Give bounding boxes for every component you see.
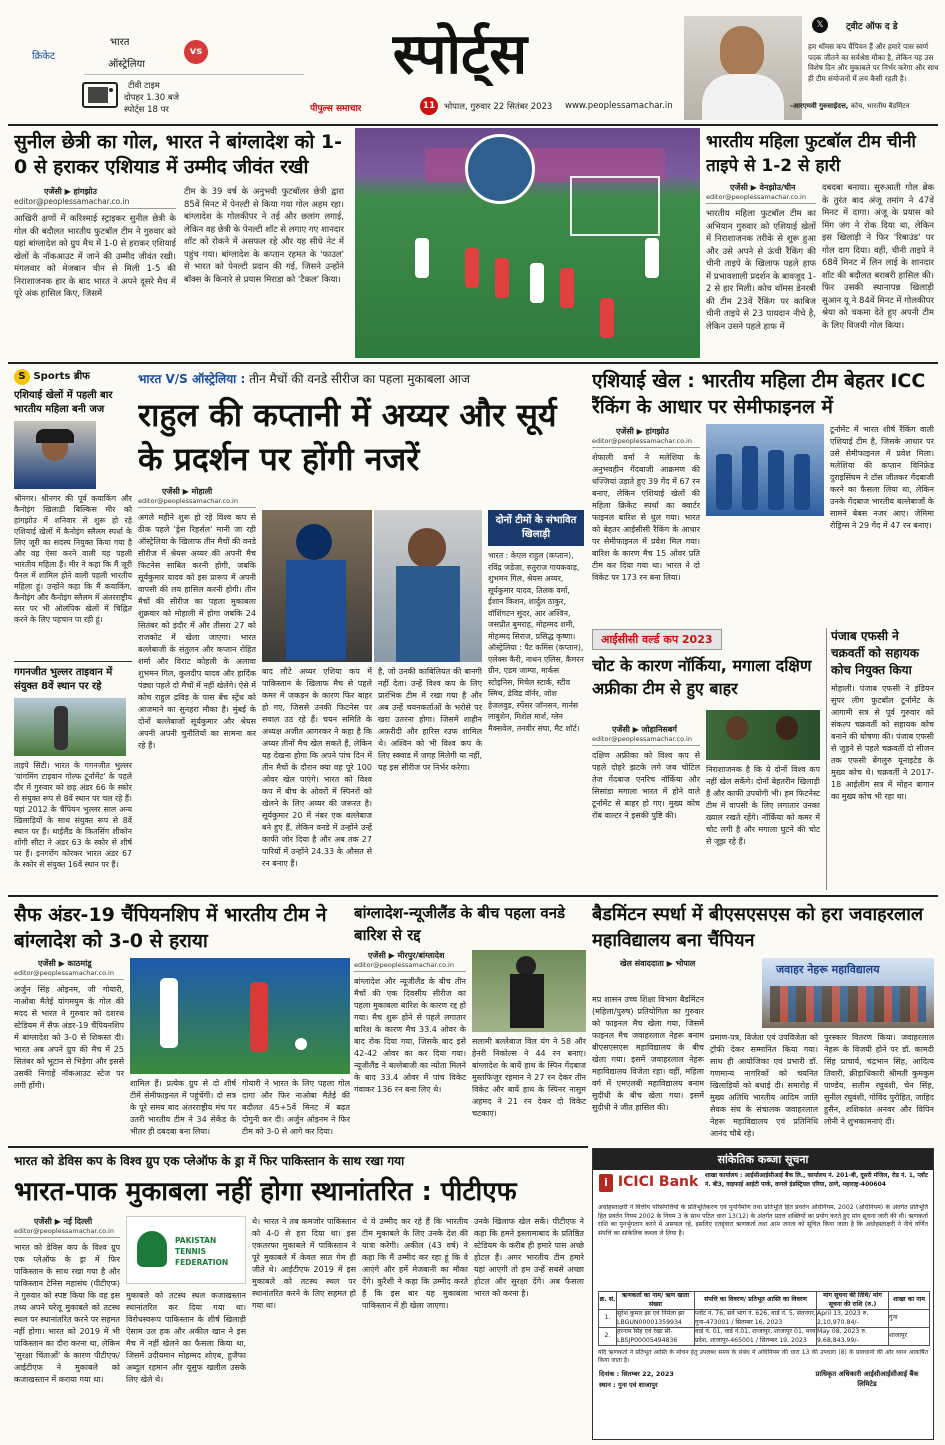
email: editor@peoplessamachar.co.in bbox=[354, 961, 466, 972]
byline: एजेंसी ▶ हांगझोउ bbox=[616, 427, 669, 436]
cricket-photo2 bbox=[374, 510, 482, 662]
tweet-author: -आरएमवी गुरुसाईदत्त, कोच, भारतीय बैडमिंटन bbox=[790, 102, 910, 110]
body-col2: सलामी बल्लेबाज विल यंग ने 58 और हेनरी निकोल्स ने 44 रन बनाए। बांग्लादेश के बायें हाथ के स्पिन गेंदबाज मुस्तफिजुर रहमान ने 27 रन देकर तीन विकेट और बायें हाथ के स्पिनर नासुम अहमद ने 21 रन देकर दो विकेट चटकाए। bbox=[472, 1037, 586, 1118]
body-col1: भारत को डेविस कप के विश्व ग्रुप एक प्लेऑफ के ड्रा में फिर पाकिस्तान के साथ रखा गया है और पाकिस्तान टेनिस महासंघ (पीटीएफ) ने गुरुवार को स्पष्ट किया कि वह इस तथ्य अपने घरेलू मुकाबले को तटस्थ स्थल पर स्थानांतरित करने पर सहमत नहीं होगा। भारत को 2019 में भी पाकिस्तान का दौरा करना था, लेकिन 'सुरक्षा चिंताओं' के कारण पीटीएफ/आईटीएफ ने मुकाबले को कजाखस्तान में कराया गया था। bbox=[14, 1243, 120, 1384]
story-women-football bbox=[706, 130, 934, 358]
email: editor@peoplessamachar.co.in bbox=[14, 969, 124, 980]
nz-photo bbox=[472, 950, 586, 1032]
email: editor@peoplessamachar.co.in bbox=[592, 437, 700, 448]
body-col3: थे। भारत ने तब कमजोर पाकिस्तान को 4-0 से हरा दिया था। इस एकतरफा मुकाबले में पाकिस्तान ने पूरे मुकाबले में केवल सात गेम ही जीते थे। आईटीएफ 2019 में इस मुकाबले को तटस्थ स्थल पर स्थानांतरित करने के लिए सहमत हो गया था। bbox=[252, 1217, 356, 1310]
tv-icon bbox=[82, 82, 118, 108]
body-col2: प्रमाण-पत्र, विजेता एवं उपविजेता को ट्रॉफी देकर सम्मानित किया गया। साथ ही आयोजिका एवं प्रभारी डॉ. गणमान्य नागरिकों को चयनित खिलाड़ियों को बधाई दी। समारोह में मुख्य अतिथि भारतीय आदिम जाति सेवक संघ के संचालक जवाहरलाल नेहरू महाविद्यालय एवं प्रतिनिधि आनंद चौबे रहे। bbox=[710, 1033, 818, 1138]
body-col2: निराशाजनक है कि ये दोनों विश्व कप नहीं खेल सकेंगे। दोनों बेहतरीन खिलाड़ी हैं और काफी उपयोगी भी। हम फिटनेस्ट टीम में वापसी के लिए लगातार उनका ख्याल रखते रहेंगे। नॉर्किया को कमर में चोट लगी है और मगाला घुटने की चोट से जूझ रहे हैं। bbox=[706, 765, 820, 846]
schedule-divider bbox=[84, 74, 304, 75]
th-demand: मांग सूचना की तिथि/ मांग सूचना की राशि (रु.) bbox=[817, 1292, 889, 1310]
players-list: भारत : केएल राहुल (कप्तान), रविंद्र जडेजा, रुतुराज गायकवाड़, शुभमन गिल, श्रेयस अय्यर, सूर्यकुमार यादव, तिलक वर्मा, ईशान किशन, शार्दुल ठाकुर, वॉशिंगटन सुंदर, आर अश्विन, जसप्रीत बुमराह, मोहम्मद शमी, मोहम्मद सिराज, प्रसिद्ध कृष्णा। ऑस्ट्रेलिया : पैट कमिंस (कप्तान), एलेक्स कैरी, नाथन एलिस, कैमरन ग्रीन, एडम जाम्पा, मार्कस स्टोइनिस, मिचेल स्टार्क, स्टीव स्मिथ, डेविड वॉर्नर, जोश हेजलवुड, स्पेंसर जॉनसन, मार्नस लाबुशेन, मिशेल मार्श, ग्लेन मैक्सवेल, तनवीर संघा, मैट शॉर्ट। bbox=[488, 551, 584, 733]
notice-date: दिनांक : सितम्बर 22, 2023 bbox=[599, 1370, 674, 1378]
notice-footer: यदि ऋणकर्ता ने प्रतिभूत आस्ति के मोचन हेतु उपलब्ध समय के संबंध में अधिनियम की धारा 13 की उपधारा (8) के प्रावधानों की ओर ध्यान आकर्षित किया जाता है। bbox=[598, 1349, 928, 1365]
players-box bbox=[488, 510, 584, 882]
team2: ऑस्ट्रेलिया bbox=[108, 59, 145, 70]
ptf-logo bbox=[126, 1216, 246, 1284]
th-branch: शाखा का नाम bbox=[889, 1292, 930, 1310]
body-col2: टूर्नामेंट में भारत शीर्ष रैंकिंग वाली एशियाई टीम है, जिसके आधार पर उसे सेमीफाइनल में प्रवेश मिला। मलेशिया की कप्तान विनिफ्रेड दुराइसिंघम ने टॉस जीतकर गेंदबाजी करने का फैसला लिया था, लेकिन उनके गेंदबाज भारतीय बल्लेबाजों के सामने बेबस नजर आए। जेमिमा रोड्रिग्स ने 29 गेंद में 47 रन बनाए। bbox=[830, 425, 934, 530]
body-col5: उनके खिलाफ खेल सकें। पीटीएफ ने कहा कि हमने इस्लामाबाद के प्रतिष्ठित स्टेडियम के करीब ही हमारे पास अच्छे होटल हैं। अगर भारतीय टीम हमारे यहां आएगी तो हम उन्हें सबसे अच्छा होटल और सुरक्षा देंगे। अब फैसला भारत को करना है। bbox=[474, 1217, 584, 1298]
headline: सुनील छेत्री का गोल, भारत ने बांग्लादेश को 1-0 से हराकर एशियाड में उम्मीद जीवंत रखी bbox=[14, 131, 343, 178]
notice-body: अधोहस्ताक्षरी ने वित्तीय परिसंपत्तियों के प्रतिभूतिकरण एवं पुनर्निर्माण तथा प्रतिभूति हित प्रवर्तन अधिनियम, 2002 (अधिनियम) के अंतर्गत प्रतिभूति हित प्रवर्तन नियम 2002 के नियम 3 के साथ पठित धारा 13(12) के अंतर्गत प्रदत्त शक्तियों का प्रयोग करते हुए मांग सूचना जारी की थी। ऋणकर्ता राशि का पुनर्भुगतान करने में असफल रहे, इसलिए एतद्द्वारा ऋणकर्ता तथा आम जनता को सूचित किया जाता है कि अधोहस्ताक्षरी ने नीचे वर्णित संपत्ति का सांकेतिक कब्जा ले लिया है। bbox=[598, 1204, 929, 1237]
body-col3: है, जो उनकी काबिलियत की बानगी नहीं देता। उन्हें विश्व कप के लिए प्रारंभिक टीम में रखा गया है और अब उन्हें चयनकर्ताओं के भरोसे पर खरा उतरना होगा। जिसमें शाहीन अफरीदी और हारिस रउफ शामिल थे। अश्विन को भी विश्व कप के लिए स्क्वाड में जगह मिलेगी या नहीं, यह इस सीरीज पर निर्भर करेगा। bbox=[378, 667, 482, 772]
football-photo bbox=[355, 128, 700, 358]
vs-badge: vs bbox=[184, 40, 208, 64]
story-chhetri bbox=[14, 130, 350, 358]
tv-time: दोपहर 1.30 बजे bbox=[124, 93, 180, 103]
notice-title: सांकेतिक कब्जा सूचना bbox=[593, 1149, 933, 1170]
th-property: संपत्ति का विवरण/ प्रतिभूत आस्ति का विवरण bbox=[695, 1292, 817, 1310]
byline: एजेंसी ▶ वेनझोउ/चीन bbox=[730, 183, 796, 192]
sports-brief bbox=[14, 368, 132, 888]
body-col1: भारतीय महिला फुटबॉल टीम का अभियान गुरुवार को एशियाई खेलों में निराशाजनक तरीके से शुरू हुआ और उसे अपने से ऊंची रैंकिंग की चीनी ताइपे के खिलाफ पहले हाफ में प्रभावशाली प्रदर्शन के बावजूद 1-2 से हार मिली। कोच थॉमस डेनरबी की टीम 23वें रैंकिंग पर काबिज चीनी ताइपे से 23 पायदान नीचे है, लेकिन उसने पहले हाफ में bbox=[706, 209, 816, 332]
headline: भारतीय महिला फुटबॉल टीम चीनी ताइपे से 1-2 से हारी bbox=[706, 132, 916, 176]
headline: सैफ अंडर-19 चैंपियनशिप में भारतीय टीम ने बांग्लादेश को 3-0 से हराया bbox=[14, 904, 327, 952]
story-badminton bbox=[592, 902, 934, 1142]
sa-photo bbox=[706, 710, 820, 760]
body-col2: बाद लौटे अय्यर एशिया कप में पाकिस्तान के खिलाफ मैच से पहले कमर में जकड़न के कारण फिर बाहर हो गए, जिससे उनकी फिटनेस पर सवाल उठ रहे हैं। चयन समिति के अध्यक्ष अजीत आगरकर ने कहा है कि अय्यर तीनों मैच खेल सकते हैं, लेकिन यह देखना होगा कि अपने पांच दिन में तीन मैचों के दौरान क्या वह पूरे 100 ओवर खेल पाएंगे। भारत को विश्व कप में बीच के ओवरों में स्पिनरों को खेलने के लिए अय्यर की जरूरत है। सूर्यकुमार 20 में नंबर एक बल्लेबाज बने हुए हैं, लेकिन वनडे में उन्होंने उन्हें काफी जोर दिया है और अब तक 27 पारियों में उन्होंने 24.33 के औसत से रन बनाए हैं। bbox=[262, 667, 372, 868]
body-col2: टीम के 39 वर्ष के अनुभवी फुटबॉलर छेत्री द्वारा 85वें मिनट में पेनल्टी से किया गया गोल अहम रहा। बांग्लादेश के गोलकीपर ने तई और छलांग लगाई, लेकिन वह छेत्री के पेनल्टी शॉट से लगाए गए शानदार शॉट को रोकने में असफल रहे और यह सीधे नेट में पहुंच गया। बांग्लादेश के कप्तान रहमत के 'फाउल' से भारत को पेनल्टी प्रदान की गई, जिसने उन्होंने बॉक्स के किनारे से प्रयास मिराडा को 'टैकल' किया। bbox=[184, 187, 344, 285]
byline: खेल संवाददाता ▶ भोपाल bbox=[620, 959, 696, 968]
page-number: 11 bbox=[420, 97, 438, 115]
notice-address: शाखा कार्यालय : आईसीआईसीआई बैंक लि., कार्यालय नं. 201-बी, दूसरी मंजिल, रोड नं. 1, प्लॉट नं. बी3, वाइफाई आईटी पार्क, वागले इंडस्ट्रियल एरिया, ठाणे, महाराष्ट्र-400604 bbox=[705, 1172, 928, 1188]
headline: पंजाब एफसी ने चक्रवर्ती को सहायक कोच नियुक्त किया bbox=[831, 629, 919, 677]
byline: एजेंसी ▶ काठमांडू bbox=[38, 959, 92, 968]
brief-text1: श्रीनगर। श्रीनगर की पूर्व कयाकिंग और कैनोइंग खिलाड़ी बिल्किस मीर को हांगझोउ में शनिवार से शुरू हो रहे एशियाई खेलों में कैनोइंग स्लैलम स्पर्धा के लिए जूरी का सदस्य नियुक्त किया गया है और वह ऐसा करने वाली यह पहली भारतीय महिला हैं। मीर ने कहा कि मैं जूरी पैनल में शामिल होने वाली पहली भारतीय महिला हूं। उन्होंने कहा कि मैं कयाकिंग, कैनोइंग और कैनोइंग स्लैलम में अंतरराष्ट्रीय स्तर पर भी ओलंपिक खेलों में चिह्नित करने के लिए पहचान पा रही हूं। bbox=[14, 494, 132, 624]
body-col1: मप्र शासन उच्च शिक्षा विभाग बैडमिंटन (महिला/पुरुष) प्रतियोगिता का गुरुवार को फाइनल मैच खेला गया, जिसमें फाइनल मैच जवाहरलाल नेहरू बनाम बीएसएसएस महाविद्यालय के बीच खेला गया। इसमें जवाहरलाल नेहरू महाविद्यालय विजेता रहा। वहीं, महिला वर्ग में एमएलबी महाविद्यालय बनाम सुदीधी के बीच खेला गया। इसमें सुदीधी ने जीत हासिल की। bbox=[592, 995, 704, 1112]
story-ind-aus bbox=[138, 370, 584, 890]
icici-i-icon: i bbox=[599, 1174, 613, 1192]
headline: बांग्लादेश-न्यूजीलैंड के बीच पहला वनडे बारिश से रद्द bbox=[354, 904, 566, 944]
tweet-header: ट्वीट ऑफ द डे bbox=[846, 22, 898, 32]
th-sno: क्र. सं. bbox=[599, 1292, 617, 1310]
th-borrower: ऋणकर्ता का नाम/ ऋण खाता संख्या bbox=[617, 1292, 695, 1310]
brief-photo1 bbox=[14, 421, 96, 489]
brief-text2: ताइपे सिटी। भारत के गगनजीत भुल्लर 'यांगमिंग टाइवान गोल्फ टूर्नामेंट' के पहले दौर में गुरुवार को छह अंडर 66 के स्कोर से संयुक्त रूप से 8वें स्थान पर चल रहे हैं। यहां 2012 के चैंपियन भुल्लर साल अन्य खिलाड़ियों के साथ संयुक्त रूप से 8वें स्थान पर हैं। थाईलैंड के कितसिंग शीकोन शोंगी सीटा ने अंडर 63 के स्कोर से शीर्ष पर हैं। इनगरोंग कोरकर भारत अंडर 67 के स्कोर से संयुक्त 16वें स्थान पर हैं। bbox=[14, 761, 132, 869]
kicker: भारत को डेविस कप के विश्व ग्रुप एक प्लेऑफ के ड्रा में फिर पाकिस्तान के साथ रखा गया bbox=[14, 1154, 405, 1168]
badminton-banner-photo bbox=[762, 958, 934, 1028]
notice-signatory: प्राधिकृत अधिकारी आईसीआईसीआई बैंक लिमिटेड bbox=[815, 1370, 919, 1388]
banner-text: जवाहर नेहरू महाविद्यालय bbox=[776, 963, 880, 976]
cricket-photo1 bbox=[262, 510, 372, 662]
email: editor@peoplessamachar.co.in bbox=[138, 497, 256, 508]
table-row: 2. हरनाम सिंह एवं रेखा सी- LBSJP00005494836 वार्ड नं. 01, वार्ड नं.01, शाजापुर, शाजापुर 01, मध्य प्रदेश, शाजापुर-465001 / सितम्बर 19, 2023 May 08, 2023 रु. 9,68,843.99/- शाजापुर bbox=[599, 1328, 930, 1346]
brief-headline2: गगनजीत भुल्लर ताइवान में संयुक्त 8वें स्थान पर रहे bbox=[14, 661, 132, 694]
legal-notice bbox=[592, 1148, 934, 1440]
saff-photo bbox=[130, 958, 350, 1074]
headline: बैडमिंटन स्पर्धा में बीएसएसएस को हरा जवाहरलाल महाविद्यालय बना चैंपियन bbox=[592, 904, 924, 951]
women-cricket-photo bbox=[706, 424, 824, 516]
body-col1: अगले महीने शुरू हो रहे विश्व कप से ठीक पहले 'ड्रेस रिहर्सल' मानी जा रही ऑस्ट्रेलिया के खिलाफ तीन मैचों की वनडे सीरीज में श्रेयस अय्यर की अपनी मैच फिटनेस साबित करनी होगी, जबकि सूर्यकुमार यादव को इस प्रारूप में अपनी वापसी की लय हासिल करनी होगी। तीन मैचों की सीरीज का पहला मुकाबला शुक्रवार को मोहाली में होगा जबकि 24 सितंबर को इंदौर में और तीसरा 27 को राजकोट में खेला जाएगा। भारत बल्लेबाजी के संतुलन और कप्तान रोहित शर्मा और विराट कोहली के अलावा शुभमन गिल, कुलदीप यादव और हार्दिक पंड्या पहले दो मैचों में नहीं खेलेंगे। ऐसे में कोच राहुल द्रविड़ के पास बेंच स्ट्रेंथ को आजमाने का सुनहरा मौका है। मुंबई के दोनों बल्लेबाजों सूर्यकुमार और श्रेयस अपनी अपनी चुनौतियों का सामना कर रहे हैं। bbox=[138, 513, 256, 750]
story-women-cricket bbox=[592, 368, 934, 618]
headline: चोट के कारण नॉर्किया, मगाला दक्षिण अफ्रीका टीम से हुए बाहर bbox=[592, 656, 812, 698]
byline: एजेंसी ▶ मीरपुर/बांग्लादेश bbox=[368, 951, 445, 960]
body-col2: मुकाबले को तटस्थ स्थल कजाखस्तान स्थानांतरित कर दिया गया था। विरोधस्वरूप पाकिस्तान के शीर्ष खिलाड़ी ऐसाम उल हक और अकील खान ने इस मैच में नहीं खेलने का फैसला किया था, जिसमें उदीयमान मोहम्मद शोएब, हुजैफा अब्दुल रहमान और यूसुफ खलील उसके लिए खेले थे। bbox=[126, 1291, 246, 1384]
cricket-label: क्रिकेट bbox=[32, 51, 55, 62]
kicker: भारत V/S ऑस्ट्रेलिया : तीन मैचों की वनडे सीरीज का पहला मुकाबला आज bbox=[138, 372, 470, 386]
byline: एजेंसी ▶ नई दिल्ली bbox=[34, 1217, 93, 1226]
team1: भारत bbox=[110, 37, 130, 48]
masthead bbox=[0, 0, 945, 125]
email: editor@peoplessamachar.co.in bbox=[592, 735, 700, 746]
masthead-title: स्पोर्ट्स bbox=[392, 22, 528, 86]
tv-label: टीवी टाइम bbox=[128, 81, 160, 91]
paper-name: पीपुल्स समाचार bbox=[310, 104, 362, 114]
ptf-emblem-icon bbox=[137, 1231, 167, 1267]
body-col4: थे ये उम्मीद कर रहे हैं कि भारतीय टीम मुकाबले के लिए उनके देश की यात्रा करेगी। अकील (43 वर्ष) ने कहा कि मैं उम्मीद कर रहा हूं कि वे आएंगे और हमें मेजबानी का मौका देंगे। कुरैशी ने कहा कि उम्मीद करते हैं कि इस बार यह मुकाबला पाकिस्तान में ही खेला जाएगा। bbox=[362, 1217, 468, 1310]
story-punjab-fc bbox=[826, 628, 934, 890]
headline: राहुल की कप्तानी में अय्यर और सूर्य के प्रदर्शन पर होंगी नजरें bbox=[138, 396, 557, 478]
story-saff bbox=[14, 902, 350, 1142]
dateline: भोपाल, गुरुवार 22 सितंबर 2023 bbox=[444, 102, 553, 112]
headline: भारत-पाक मुकाबला नहीं होगा स्थानांतरित : पीटीएफ bbox=[14, 1177, 517, 1207]
wc-label: आईसीसी वर्ल्ड कप 2023 bbox=[592, 629, 722, 650]
notice-table bbox=[598, 1291, 930, 1346]
byline: एजेंसी ▶ हांगझोउ bbox=[44, 187, 97, 196]
story-ban-nz bbox=[354, 902, 586, 1142]
notice-place: स्थान : गुना एवं शाजापुर bbox=[599, 1381, 658, 1389]
byline: एजेंसी ▶ जोहानिसबर्ग bbox=[612, 725, 677, 734]
body-col1: बांग्लादेश और न्यूजीलैंड के बीच तीन मैचों की एक दिवसीय सीरीज का पहला मुकाबला बारिश के कारण रद्द हो गया। मैच शुरू होने से पहले लगातार बारिश के कारण मैच 33.4 ओवर के बाद रोक दिया गया, जिसके बाद इसे 42-42 ओवर का कर दिया गया। न्यूजीलैंड ने बल्लेबाजी का न्योता मिलने के बाद 33.4 ओवर में पांच विकेट गंवाकर 136 रन बना लिए थे। bbox=[354, 977, 466, 1094]
website: www.peoplessamachar.in bbox=[565, 101, 673, 111]
story-davis-cup bbox=[14, 1152, 584, 1440]
brief-label: S Sports ब्रीफ bbox=[14, 368, 132, 385]
body-col3: गोयारी ने भारत के लिए पहला गोल दागा और फिर नाओबा मैतेई की बदौलत 45+5वें मिनट में बढ़त दोगुनी कर दी। अर्जुन ओइनम ने फिर टीम को 3-0 से आगे कर दिया। bbox=[242, 1079, 350, 1136]
players-heading: दोनों टीमों के संभावित खिलाड़ी bbox=[488, 510, 584, 546]
body-col1: शेफाली वर्मा ने मलेशिया के अनुभवहीन गेंदबाजी आक्रमण की धज्जियां उड़ाते हुए 39 गेंद में 67 रन बनाए, लेकिन एशियाई खेलों की महिला क्रिकेट स्पर्धा का क्वार्टर फाइनल बारिश से धुल गया। भारत को बेहतर आईसीसी रैंकिंग के आधार पर सेमीफाइनल में प्रवेश मिल गया। बारिश के कारण मैच 15 ओवर प्रति टीम कर दिया गया था। भारत ने दो विकेट पर 173 रन बना लिया। bbox=[592, 453, 700, 582]
table-row: 1. सुरेश कुमार झा एवं निर्मला झा LBGUN00001359934 प्लॉट नं. 76, सर्वे भाग नं. 626, वार्ड नं. 5, संतनगर, गुना-473001 / सितम्बर 16, 2023 April 13, 2023 रु. 2,10,970.84/- गुना bbox=[599, 1310, 930, 1328]
email: editor@peoplessamachar.co.in bbox=[14, 1227, 120, 1238]
email: editor@peoplessamachar.co.in bbox=[14, 197, 176, 209]
story-south-africa bbox=[592, 628, 820, 890]
brief-photo2 bbox=[14, 698, 126, 756]
brief-headline1: एशियाई खेलों में पहली बार भारतीय महिला बनी जज bbox=[14, 390, 113, 415]
tweet-text: हम थॉमस कप चैंपियन हैं और हमारे पास स्वर्ण पदक जीतने का सर्वश्रेष्ठ मौका है, लेकिन यह उस विशेष दिन और मुकाबले पर निर्भर करेगा और साथ ही टीम संयोजनों में लय कैसी रहती है। bbox=[808, 42, 939, 83]
body-col1: आखिरी क्षणों में करिश्माई स्ट्राइकर सुनील छेत्री के गोल की बदौलत भारतीय फुटबॉल टीम ने गुरुवार को यहां बांग्लादेश को ग्रुप मैच में 1-0 से हराकर एशियाई खेलों के नॉकआउट में जाने की उम्मीद जीवंत रखी। मंगलवार को मेजबान चीन से मिली 1-5 की निराशाजनक हार के बाद भारत ने अपने दूसरे मैच में पूरे अंक हासिल किए, जिसमें bbox=[14, 214, 176, 299]
body-col1: अर्जुन सिंह ओइनम, जी गोयारी, नाओबा मैतेई यांगमयुम के गोल की मदद से भारत ने गुरुवार को दशरथ स्टेडियम में सैफ अंडर-19 चैंपियनशिप में बांग्लादेश को 3-0 से शिकस्त दी। भारत अब अपने ग्रुप की मैच में 25 सितंबर को भूटान से भिड़ेगा और इससे उसकी निगाहें नॉकआउट स्टेज पर लगी होंगी। bbox=[14, 985, 124, 1090]
body: मोहाली। पंजाब एफसी ने इंडियन सुपर लीग फुटबॉल टूर्नामेंट के आगामी सत्र से पूर्व गुरुवार को संकल्प चक्रवर्ती को सहायक कोच बनाने की घोषणा की। पंजाब एफसी से जुड़ने से पहले चक्रवर्ती दो सीजन तक एफसी बेंगलुरु यूनाइटेड के मुख्य कोच थे। चक्रवर्ती ने 2017-18 आईलीग सत्र में मोहन बागान का मुख्य कोच भी रहा था। bbox=[831, 684, 934, 801]
brief-s-icon: S bbox=[14, 369, 30, 385]
coach-photo bbox=[684, 16, 802, 120]
ptf-logo-text: PAKISTAN TENNIS FEDERATION bbox=[175, 1236, 229, 1267]
tv-channel: स्पोर्ट्स 18 पर bbox=[124, 105, 169, 115]
body-col2: दबदबा बनाया। सुरुआती गोल ब्रेक के तुरंत बाद अंजू तमांग ने 47वें मिनट में दागा। अंजू के प्रयास को मिंग जंग ने रोक दिया था, लेकिन इस खिलाड़ी ने फिर 'रिबाउंड' पर गोल दाग दिया। वहीं, चीनी ताइपे ने 68वें मिनट में लिन लाई के शानदार शॉट की बदौलत बराबरी हासिल की। फिर उसकी स्थानापन्न खिलाड़ी सुआन यू ने 84वें मिनट में गोलकीपर श्रेया को चकमा देते हुए अपनी टीम के लिए विजयी गोल किया। bbox=[822, 183, 934, 331]
headline: एशियाई खेल : भारतीय महिला टीम बेहतर ICC रैंकिंग के आधार पर सेमीफाइनल में bbox=[592, 370, 926, 418]
body-col1: दक्षिण अफ्रीका को विश्व कप से पहले दोहरे झटके लगे जब चोटिल तेज गेंदबाज एनरिच नॉर्किया और सिसांडा मगाला भारत में होने वाले टूर्नामेंट से बाहर हो गए। मुख्य कोच रॉब वाल्टर ने इसकी पुष्टि की। bbox=[592, 751, 700, 820]
body-col2: शामिल हैं। प्रत्येक ग्रुप से दो शीर्ष टीमें सेमीफाइनल में पहुंचेंगी। दो सत्र के पूरे समय बाद अंतरराष्ट्रीय मंच पर उतरी भारतीय टीम ने 34 सेकेंड के भीतर ही दबदबा बना लिया। bbox=[130, 1079, 236, 1136]
x-icon: 𝕏 bbox=[812, 17, 828, 33]
body-col3: पुरस्कार वितरण किया। जवाहरलाल नेहरू के विजयी होने पर डॉ. कामदी सिंह प्राचार्य, चंद्रभान सिंह, आदित्य तिवारी, क्रीड़ाधिकारी श्रीमती कुमकुम पाण्डेय, सलीम रघुवंशी, चेन सिंह, सुनील रघुवंशी, गोविंद पुरोहित, जाहिद हुसैन, शशिकांत अनवर और विपिन लोनी ने शुभकामनाएं दीं। bbox=[824, 1033, 934, 1126]
email: editor@peoplessamachar.co.in bbox=[706, 193, 816, 204]
icici-logo: i ICICI Bank bbox=[599, 1174, 698, 1192]
byline: एजेंसी ▶ मोहाली bbox=[162, 487, 213, 496]
